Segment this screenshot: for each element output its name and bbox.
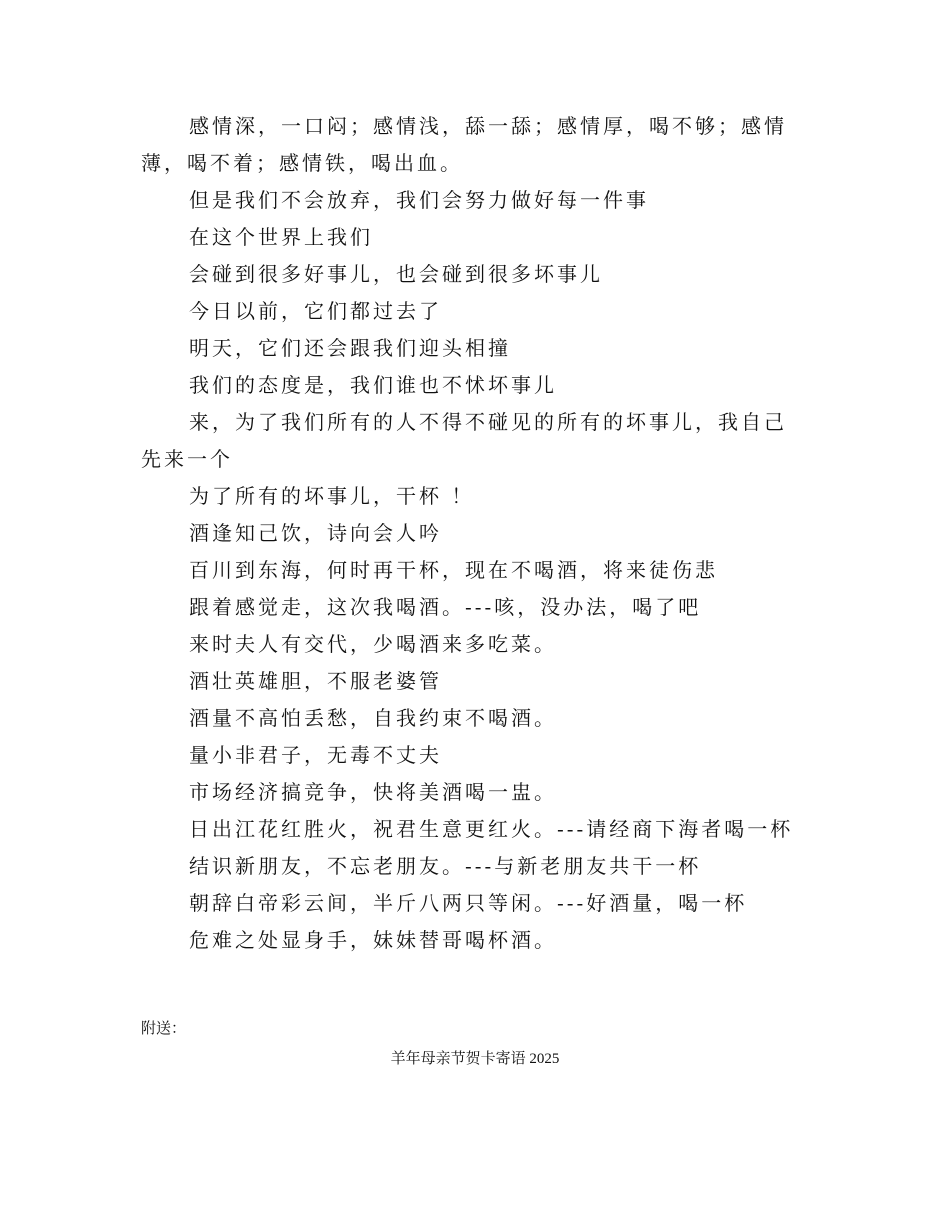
paragraph-16: 量小非君子，无毒不丈夫 [189,743,442,767]
paragraph-20: 朝辞白帝彩云间，半斤八两只等闲。---好酒量，喝一杯 [189,891,748,915]
document-body [141,108,803,959]
paragraph-10: 酒逢知己饮，诗向会人吟 [189,521,442,545]
paragraph-11: 百川到东海，何时再干杯，现在不喝酒，将来徒伤悲 [189,558,718,582]
appendix-label: 附送： [141,1021,187,1037]
paragraph-13: 来时夫人有交代，少喝酒来多吃菜。 [189,632,557,656]
paragraph-12: 跟着感觉走，这次我喝酒。---咳，没办法，喝了吧 [189,595,702,619]
paragraph-4: 会碰到很多好事儿，也会碰到很多坏事儿 [189,262,603,286]
paragraph-14: 酒壮英雄胆，不服老婆管 [189,669,442,693]
paragraph-15: 酒量不高怕丢愁，自我约束不喝酒。 [189,706,557,730]
appendix-title: 羊年母亲节贺卡寄语 2025 [390,1051,560,1067]
paragraph-9: 为了所有的坏事儿，干杯 ！ [189,484,475,508]
paragraph-3: 在这个世界上我们 [189,225,373,249]
paragraph-5: 今日以前，它们都过去了 [189,299,442,323]
paragraph-6: 明天，它们还会跟我们迎头相撞 [189,336,511,360]
paragraph-2: 但是我们不会放弃，我们会努力做好每一件事 [189,188,649,212]
paragraph-8: 来，为了我们所有的人不得不碰见的所有的坏事儿，我自己先来一个 [141,410,787,471]
paragraph-7: 我们的态度是，我们谁也不怵坏事儿 [189,373,557,397]
paragraph-21: 危难之处显身手，妹妹替哥喝杯酒。 [189,928,557,952]
paragraph-19: 结识新朋友，不忘老朋友。---与新老朋友共干一杯 [189,854,702,878]
paragraph-1: 感情深，一口闷；感情浅，舔一舔；感情厚，喝不够；感情薄，喝不着；感情铁，喝出血。 [141,114,787,175]
paragraph-18: 日出江花红胜火，祝君生意更红火。---请经商下海者喝一杯 [189,817,794,841]
paragraph-17: 市场经济搞竞争，快将美酒喝一盅。 [189,780,557,804]
